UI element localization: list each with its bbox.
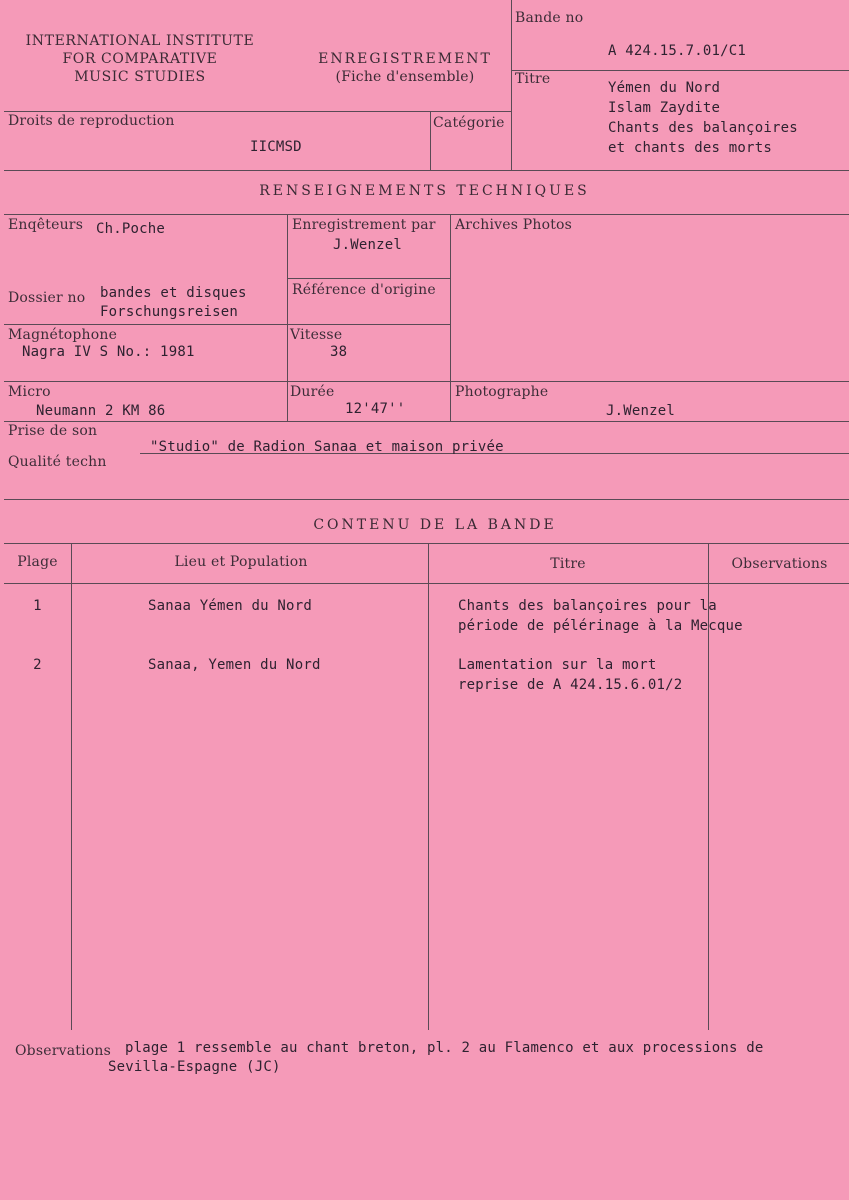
observations-line-2: Sevilla-Espagne (JC) — [108, 1059, 281, 1075]
observations-line-1: plage 1 ressemble au chant breton, pl. 2 au Flamenco et aux processions de — [125, 1040, 764, 1056]
col-header-plage: Plage — [17, 554, 58, 570]
prise-value: "Studio" de Radion Sanaa et maison privée — [150, 439, 504, 455]
institute-name — [10, 32, 270, 86]
institute-line-2: FOR COMPARATIVE — [62, 51, 218, 67]
titre-line-2: Islam Zaydite — [608, 100, 721, 116]
technical-section-title: RENSEIGNEMENTS TECHNIQUES — [259, 183, 590, 199]
row-1-titre-1: Chants des balançoires pour la — [458, 598, 717, 614]
content-top-rule — [4, 543, 849, 544]
dossier-value-2: Forschungsreisen — [100, 304, 239, 320]
row-2-titre-1: Lamentation sur la mort — [458, 657, 657, 673]
droits-value: IICMSD — [250, 139, 302, 155]
bande-label: Bande no — [515, 10, 584, 26]
row-2-titre-2: reprise de A 424.15.6.01/2 — [458, 677, 683, 693]
titre-label: Titre — [515, 71, 551, 87]
header-divider-bande — [511, 70, 849, 71]
vitesse-value: 38 — [330, 344, 348, 360]
col-header-lieu: Lieu et Population — [174, 554, 308, 570]
tech-bottom-rule — [4, 499, 849, 500]
form-title: ENREGISTREMENT — [318, 51, 492, 67]
tech-divider-prise — [4, 421, 849, 422]
tech-divider-micro — [4, 381, 849, 382]
tech-divider-1 — [287, 214, 288, 421]
col-divider-2 — [428, 543, 429, 1030]
droits-label: Droits de reproduction — [8, 113, 175, 129]
col-header-titre: Titre — [550, 556, 586, 572]
row-2-lieu: Sanaa, Yemen du Nord — [148, 657, 321, 673]
reference-label: Référence d'origine — [292, 282, 436, 298]
photographe-label: Photographe — [455, 384, 549, 400]
form-subtitle: (Fiche d'ensemble) — [335, 69, 475, 85]
magnetophone-value: Nagra IV S No.: 1981 — [22, 344, 195, 360]
qualite-label: Qualité techn — [8, 454, 107, 470]
institute-line-3: MUSIC STUDIES — [74, 69, 206, 85]
titre-line-1: Yémen du Nord — [608, 80, 721, 96]
photographe-value: J.Wenzel — [606, 403, 676, 419]
micro-label: Micro — [8, 384, 51, 400]
micro-value: Neumann 2 KM 86 — [36, 403, 166, 419]
titre-line-4: et chants des morts — [608, 140, 772, 156]
enqueteurs-value: Ch.Poche — [96, 221, 166, 237]
vitesse-label: Vitesse — [290, 327, 343, 343]
duree-value: 12'47'' — [345, 401, 406, 417]
magnetophone-label: Magnétophone — [8, 327, 118, 343]
row-1-titre-2: période de pélérinage à la Mecque — [458, 618, 743, 634]
tech-divider-2 — [450, 214, 451, 421]
observations-label: Observations — [15, 1043, 111, 1059]
row-1-plage: 1 — [33, 598, 42, 614]
tech-divider-enreg — [287, 278, 450, 279]
categorie-divider — [430, 111, 431, 170]
row-2-plage: 2 — [33, 657, 42, 673]
content-header-rule — [4, 583, 849, 584]
dossier-label: Dossier no — [8, 290, 86, 306]
prise-label: Prise de son — [8, 423, 98, 439]
categorie-label: Catégorie — [433, 115, 505, 131]
technical-top-rule — [4, 214, 849, 215]
duree-label: Durée — [290, 384, 335, 400]
tech-divider-magneto — [4, 324, 450, 325]
archives-label: Archives Photos — [455, 217, 573, 233]
enregistrement-value: J.Wenzel — [333, 237, 403, 253]
header-bottom-rule — [4, 170, 849, 171]
content-section-title: CONTENU DE LA BANDE — [313, 517, 557, 533]
header-divider-vertical — [511, 0, 512, 170]
bande-value: A 424.15.7.01/C1 — [608, 43, 747, 59]
enregistrement-label: Enregistrement par — [292, 217, 436, 233]
col-header-observations: Observations — [731, 556, 828, 572]
row-1-lieu: Sanaa Yémen du Nord — [148, 598, 312, 614]
institute-line-1: INTERNATIONAL INSTITUTE — [25, 33, 255, 49]
titre-line-3: Chants des balançoires — [608, 120, 798, 136]
col-divider-1 — [71, 543, 72, 1030]
dossier-value-1: bandes et disques — [100, 285, 247, 301]
enqueteurs-label: Enqêteurs — [8, 217, 84, 233]
